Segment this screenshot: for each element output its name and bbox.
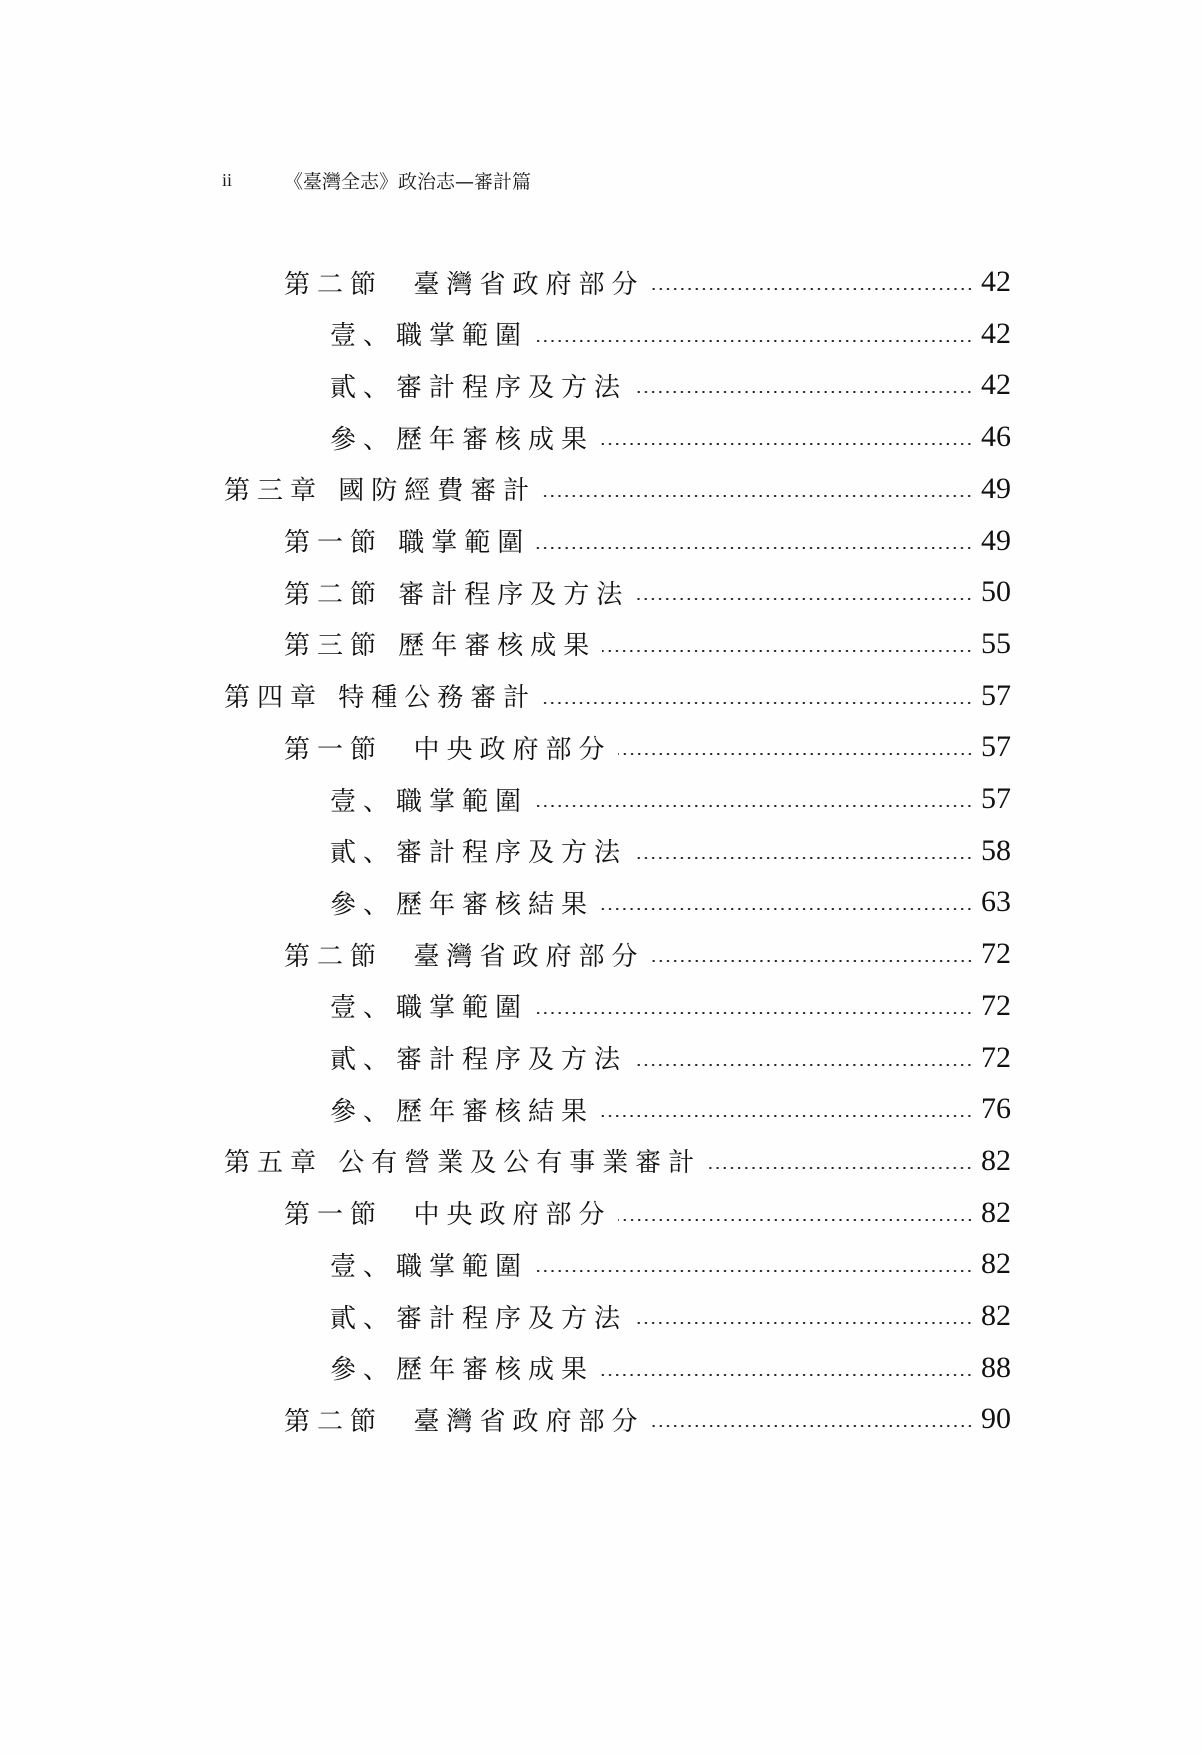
toc-entry-page: 82 <box>981 1299 1011 1332</box>
dot-leader <box>600 443 973 445</box>
dot-leader <box>602 650 973 652</box>
dot-leader <box>534 1270 973 1272</box>
dot-leader <box>651 1425 973 1427</box>
dot-leader <box>707 1167 973 1169</box>
toc-entry-label: 第三章 國防經費審計 <box>224 476 537 507</box>
toc-entry[interactable] <box>330 1296 1011 1336</box>
toc-entry-page: 72 <box>981 1040 1011 1074</box>
toc-entry-page: 50 <box>981 575 1011 609</box>
toc-entry[interactable] <box>224 469 1011 509</box>
toc-entry[interactable] <box>284 934 1011 974</box>
toc-entry-page: 76 <box>981 1092 1011 1126</box>
dot-leader <box>536 547 973 549</box>
toc-entry[interactable] <box>284 1193 1011 1233</box>
dot-leader <box>633 1322 973 1324</box>
dot-leader <box>600 908 973 910</box>
toc-entry-label: 壹、職掌範圍 <box>330 1251 529 1282</box>
toc-entry[interactable] <box>330 1089 1011 1129</box>
dot-leader <box>542 702 973 704</box>
dot-leader <box>633 1064 973 1066</box>
toc-entry-page: 58 <box>981 833 1011 867</box>
toc-entry[interactable] <box>330 986 1011 1026</box>
running-title: 《臺灣全志》政治志—審計篇 <box>284 170 532 193</box>
dot-leader <box>633 391 973 393</box>
toc-entry[interactable] <box>330 1038 1011 1078</box>
toc-entry-page: 72 <box>981 988 1011 1022</box>
dot-leader <box>534 805 973 807</box>
toc-entry-page: 88 <box>981 1350 1011 1384</box>
toc-entry-page: 46 <box>981 420 1011 454</box>
toc-entry-label: 貳、審計程序及方法 <box>330 1303 628 1334</box>
toc-entry-page: 57 <box>981 730 1011 764</box>
toc-entry[interactable] <box>330 1244 1011 1284</box>
toc-entry[interactable] <box>330 882 1011 922</box>
dot-leader <box>534 1012 973 1014</box>
toc-entry-label: 第二節 臺灣省政府部分 <box>284 1406 645 1437</box>
toc-entry-label: 參、歷年審核結果 <box>330 1096 595 1127</box>
toc-entry-page: 82 <box>981 1143 1011 1177</box>
toc-entry-page: 63 <box>981 885 1011 919</box>
toc-entry-label: 第一節 中央政府部分 <box>284 1200 612 1231</box>
toc-entry-page: 90 <box>981 1402 1011 1436</box>
toc-entry-page: 42 <box>981 316 1011 350</box>
toc-entry-label: 參、歷年審核成果 <box>330 1355 595 1386</box>
toc-entry[interactable] <box>224 676 1011 716</box>
toc-entry-label: 第三節 歷年審核成果 <box>284 631 597 662</box>
running-header <box>222 166 531 194</box>
dot-leader <box>633 857 973 859</box>
dot-leader <box>651 960 973 962</box>
toc-entry-label: 壹、職掌範圍 <box>330 993 529 1024</box>
toc-entry[interactable] <box>284 624 1011 664</box>
toc-entry-page: 42 <box>981 368 1011 402</box>
toc-entry[interactable] <box>330 779 1011 819</box>
toc-entry-page: 57 <box>981 782 1011 815</box>
toc-entry-label: 貳、審計程序及方法 <box>330 838 628 869</box>
toc-entry-label: 第二節 臺灣省政府部分 <box>284 269 645 300</box>
toc-entry-page: 57 <box>981 678 1011 712</box>
toc-entry-label: 參、歷年審核成果 <box>330 424 595 455</box>
toc-entry-label: 壹、職掌範圍 <box>330 786 529 817</box>
toc-entry-label: 第二節 臺灣省政府部分 <box>284 941 645 972</box>
toc-entry-label: 貳、審計程序及方法 <box>330 1045 628 1075</box>
toc-entry-page: 49 <box>981 471 1011 505</box>
page-folio: ii <box>222 169 233 190</box>
toc-entry-page: 82 <box>981 1247 1011 1281</box>
dot-leader <box>618 1219 973 1221</box>
toc-entry[interactable] <box>284 572 1011 612</box>
toc-entry[interactable] <box>330 365 1011 405</box>
toc-entry-label: 壹、職掌範圍 <box>330 321 529 352</box>
toc-entry-label: 第一節 職掌範圍 <box>284 528 531 558</box>
toc-entry[interactable] <box>330 831 1011 871</box>
toc-entry-label: 第二節 審計程序及方法 <box>284 579 630 610</box>
toc-entry-label: 第五章 公有營業及公有事業審計 <box>224 1148 702 1179</box>
toc-entry-page: 55 <box>981 626 1011 660</box>
toc-entry[interactable] <box>284 1399 1011 1439</box>
toc-entry-page: 72 <box>981 937 1011 971</box>
toc-entry[interactable] <box>330 314 1011 354</box>
toc-entry-label: 第一節 中央政府部分 <box>284 734 612 765</box>
toc-entry-page: 49 <box>981 523 1011 557</box>
toc-entry-page: 82 <box>981 1195 1011 1229</box>
dot-leader <box>618 753 973 755</box>
toc-entry-page: 42 <box>981 265 1011 298</box>
dot-leader <box>542 495 973 497</box>
toc-entry[interactable] <box>330 417 1011 457</box>
toc-entry[interactable] <box>284 262 1011 302</box>
dot-leader <box>600 1374 973 1376</box>
dot-leader <box>600 1115 973 1117</box>
toc-entry[interactable] <box>330 1348 1011 1388</box>
toc-entry[interactable] <box>284 727 1011 767</box>
toc-entry[interactable] <box>224 1141 1011 1181</box>
toc-entry-label: 第四章 特種公務審計 <box>224 683 537 714</box>
toc-entry-label: 貳、審計程序及方法 <box>330 372 628 403</box>
dot-leader <box>651 288 973 290</box>
toc-entry-label: 參、歷年審核結果 <box>330 889 595 920</box>
dot-leader <box>635 598 973 600</box>
dot-leader <box>534 340 973 342</box>
toc-entry[interactable] <box>284 521 1011 561</box>
